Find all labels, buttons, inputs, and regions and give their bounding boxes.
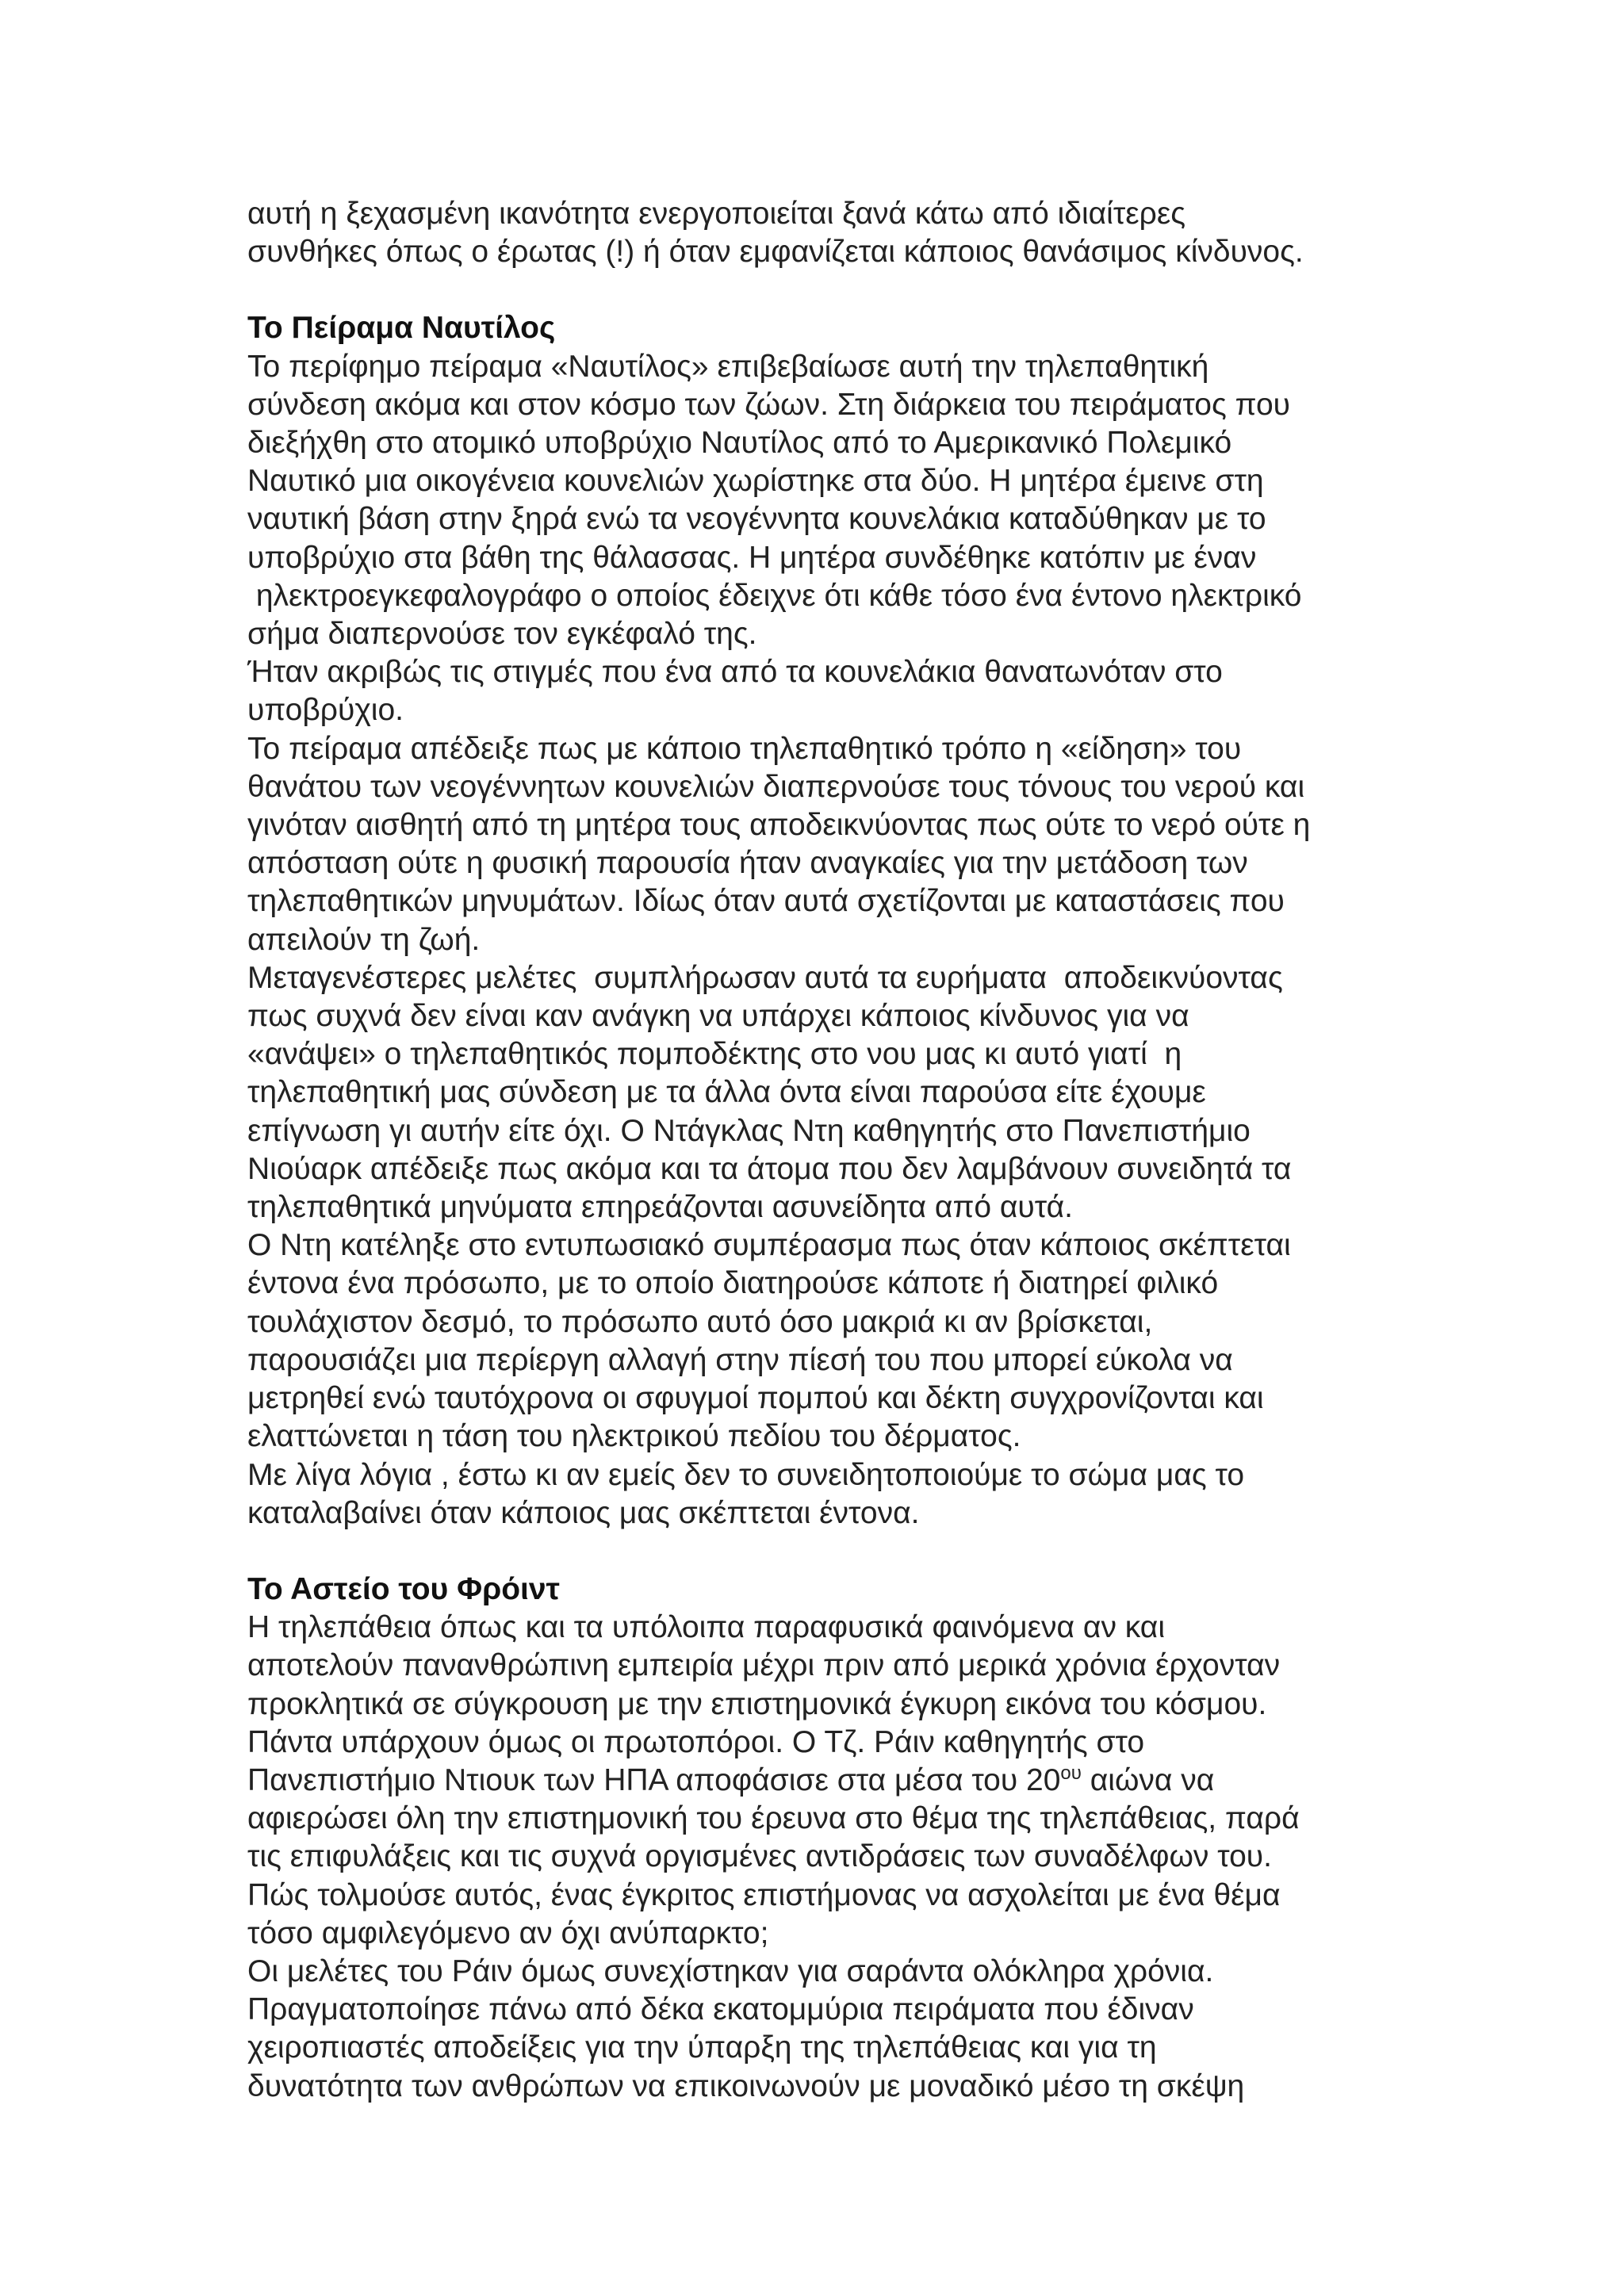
- text-line: καταλαβαίνει όταν κάποιος μας σκέπτεται έντονα.: [247, 1495, 920, 1530]
- text-line: Η τηλεπάθεια όπως και τα υπόλοιπα παραφυσικά φαινόμενα αν και: [247, 1610, 1166, 1645]
- text-line: Πώς τολμούσε αυτός, ένας έγκριτος επιστήμονας να ασχολείται με ένα θέμα: [247, 1877, 1281, 1912]
- section-heading: Το Πείραμα Ναυτίλος: [247, 311, 556, 346]
- text-line: «ανάψει» ο τηλεπαθητικός πομποδέκτης στο νου μας κι αυτό γιατί η: [247, 1037, 1182, 1072]
- text-segment: Πανεπιστήμιο Ντιουκ των ΗΠΑ αποφάσισε στα μέσα του 20: [247, 1762, 1061, 1797]
- text-line: υποβρύχιο.: [247, 693, 404, 728]
- text-line: προκλητικά σε σύγκρουση με την επιστημονικά έγκυρη εικόνα του κόσμου.: [247, 1686, 1267, 1721]
- text-line: τηλεπαθητική μας σύνδεση με τα άλλα όντα είναι παρούσα είτε έχουμε: [247, 1075, 1206, 1110]
- text-line: Το πείραμα απέδειξε πως με κάποιο τηλεπαθητικό τρόπο η «είδηση» του: [247, 731, 1242, 766]
- text-line: Πάντα υπάρχουν όμως οι πρωτοπόροι. Ο Τζ. Ράιν καθηγητής στο: [247, 1724, 1145, 1759]
- paragraph-gap: [247, 1533, 1405, 1571]
- text-line: τις επιφυλάξεις και τις συχνά οργισμένες αντιδράσεις των συναδέλφων του.: [247, 1839, 1272, 1874]
- section-nautilus: [247, 309, 1405, 1533]
- text-line: υποβρύχιο στα βάθη της θάλασσας. Η μητέρα συνδέθηκε κατόπιν με έναν: [247, 540, 1257, 575]
- text-line: Πραγματοποίησε πάνω από δέκα εκατομμύρια πειράματα που έδιναν: [247, 1992, 1194, 2027]
- text-line: συνθήκες όπως ο έρωτας (!) ή όταν εμφανίζεται κάποιος θανάσιμος κίνδυνος.: [247, 235, 1304, 270]
- text-line: πως συχνά δεν είναι καν ανάγκη να υπάρχει κάποιος κίνδυνος για να: [247, 999, 1189, 1034]
- text-line: σύνδεση ακόμα και στον κόσμο των ζώων. Στη διάρκεια του πειράματος που: [247, 387, 1290, 422]
- text-line: απειλούν τη ζωή.: [247, 922, 481, 957]
- paragraph-gap: [247, 271, 1405, 309]
- text-line: μετρηθεί ενώ ταυτόχρονα οι σφυγμοί πομπού και δέκτη συγχρονίζονται και: [247, 1381, 1264, 1416]
- text-line: θανάτου των νεογέννητων κουνελιών διαπερνούσε τους τόνους του νερού και: [247, 769, 1305, 804]
- text-line: Το περίφημο πείραμα «Ναυτίλος» επιβεβαίωσε αυτή την τηλεπαθητική: [247, 349, 1209, 384]
- text-line: Ο Ντη κατέληξε στο εντυπωσιακό συμπέρασμα πως όταν κάποιος σκέπτεται: [247, 1228, 1291, 1263]
- text-line: Οι μελέτες του Ράιν όμως συνεχίστηκαν για σαράντα ολόκληρα χρόνια.: [247, 1954, 1214, 1988]
- text-line: δυνατότητα των ανθρώπων να επικοινωνούν με μοναδικό μέσο τη σκέψη: [247, 2068, 1245, 2103]
- document-page: [247, 195, 1405, 2106]
- text-line: επίγνωση γι αυτήν είτε όχι. Ο Ντάγκλας Ντη καθηγητής στο Πανεπιστήμιο: [247, 1113, 1251, 1148]
- text-line: Μεταγενέστερες μελέτες συμπλήρωσαν αυτά τα ευρήματα αποδεικνύοντας: [247, 960, 1283, 995]
- text-line: ηλεκτροεγκεφαλογράφο ο οποίος έδειχνε ότι κάθε τόσο ένα έντονο ηλεκτρικό: [247, 578, 1302, 613]
- text-line: τόσο αμφιλεγόμενο αν όχι ανύπαρκτο;: [247, 1915, 769, 1950]
- text-line: αφιερώσει όλη την επιστημονική του έρευνα στο θέμα της τηλεπάθειας, παρά: [247, 1801, 1300, 1836]
- text-line: Με λίγα λόγια , έστω κι αν εμείς δεν το συνειδητοποιούμε το σώμα μας το: [247, 1457, 1245, 1492]
- superscript: ου: [1060, 1762, 1082, 1784]
- text-line: τουλάχιστον δεσμό, το πρόσωπο αυτό όσο μακριά κι αν βρίσκεται,: [247, 1304, 1153, 1339]
- section-freud: [247, 1571, 1405, 2106]
- text-line: Νιούαρκ απέδειξε πως ακόμα και τα άτομα που δεν λαμβάνουν συνειδητά τα: [247, 1151, 1292, 1186]
- intro-paragraph: [247, 195, 1405, 271]
- text-line: διεξήχθη στο ατομικό υποβρύχιο Ναυτίλος από το Αμερικανικό Πολεμικό: [247, 426, 1232, 461]
- text-line: ελαττώνεται η τάση του ηλεκτρικού πεδίου του δέρματος.: [247, 1419, 1021, 1454]
- text-line: αποτελούν πανανθρώπινη εμπειρία μέχρι πριν από μερικά χρόνια έρχονταν: [247, 1648, 1281, 1683]
- text-line: τηλεπαθητικά μηνύματα επηρεάζονται ασυνείδητα από αυτά.: [247, 1190, 1073, 1225]
- text-line: σήμα διαπερνούσε τον εγκέφαλό της.: [247, 617, 757, 652]
- text-line: Ήταν ακριβώς τις στιγμές που ένα από τα κουνελάκια θανατωνόταν στο: [247, 655, 1223, 690]
- section-heading: Το Αστείο του Φρόιντ: [247, 1571, 560, 1606]
- text-line: απόσταση ούτε η φυσική παρουσία ήταν αναγκαίες για την μετάδοση των: [247, 846, 1248, 881]
- text-line: αυτή η ξεχασμένη ικανότητα ενεργοποιείται ξανά κάτω από ιδιαίτερες: [247, 197, 1186, 231]
- text-line: Ναυτικό μια οικογένεια κουνελιών χωρίστηκε στα δύο. Η μητέρα έμεινε στη: [247, 464, 1264, 499]
- text-line-with-superscript: [247, 1762, 1405, 1800]
- text-line: γινόταν αισθητή από τη μητέρα τους αποδεικνύοντας πως ούτε το νερό ούτε η: [247, 808, 1311, 843]
- text-line: παρουσιάζει μια περίεργη αλλαγή στην πίεσή του που μπορεί εύκολα να: [247, 1342, 1233, 1377]
- text-line: ναυτική βάση στην ξηρά ενώ τα νεογέννητα κουνελάκια καταδύθηκαν με το: [247, 502, 1266, 537]
- text-line: τηλεπαθητικών μηνυμάτων. Ιδίως όταν αυτά σχετίζονται με καταστάσεις που: [247, 884, 1285, 919]
- text-line: έντονα ένα πρόσωπο, με το οποίο διατηρούσε κάποτε ή διατηρεί φιλικό: [247, 1266, 1219, 1301]
- text-line: χειροπιαστές αποδείξεις για την ύπαρξη της τηλεπάθειας και για τη: [247, 2030, 1157, 2065]
- text-segment: αιώνα να: [1081, 1762, 1215, 1797]
